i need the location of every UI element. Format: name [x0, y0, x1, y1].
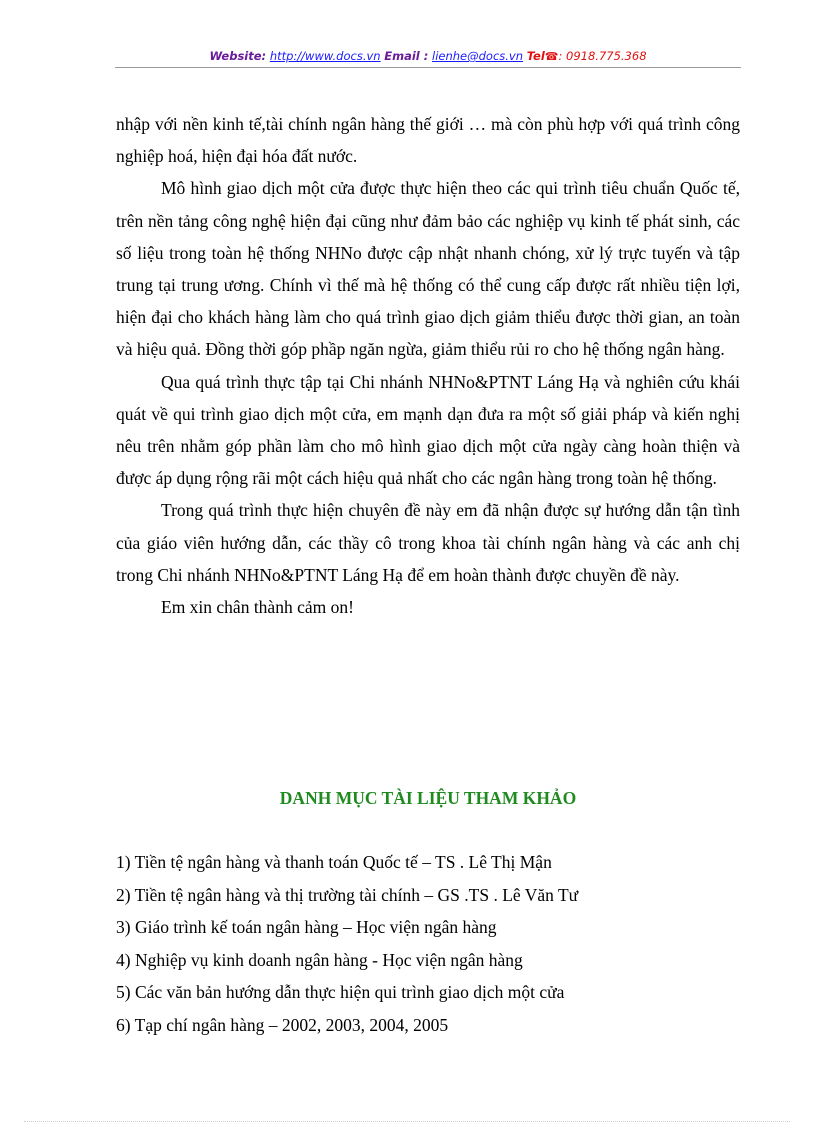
tel-label: Tel	[526, 49, 545, 63]
paragraph: Em xin chân thành cảm on!	[161, 597, 354, 618]
footer-divider	[24, 1121, 790, 1122]
phone-icon: ☎	[544, 50, 559, 63]
paragraph: Mô hình giao dịch một cửa được thực hiện theo các qui trình tiêu chuẩn Quốc tế, trên nền tảng công nghệ hiện đại cũng như đảm bảo các nghiệp vụ kinh tế phát sinh, các số liệu trong toàn hệ thống NHNo được cập nhật nhanh chóng, xử lý trực tuyến và tập trung tại trung ương. Chính vì thế mà hệ thống có thể cung cấp được rất nhiều tiện lợi, hiện đại cho khách hàng làm cho quá trình giao dịch giảm thiểu được thời gian, an toàn và hiệu quả. Đồng thời góp phầp ngăn ngừa, giảm thiểu rủi ro cho hệ thống ngân hàng.	[116, 178, 740, 360]
phone-number: : 0918.775.368	[558, 49, 647, 63]
reference-item: 2) Tiền tệ ngân hàng và thị trường tài chính – GS .TS . Lê Văn Tư	[116, 884, 579, 905]
header-divider	[115, 67, 741, 68]
body-text	[116, 108, 740, 623]
email-link[interactable]: lienhe@docs.vn	[432, 49, 524, 63]
references-title: DANH MỤC TÀI LIỆU THAM KHẢO	[279, 788, 577, 808]
paragraph: Qua quá trình thực tập tại Chi nhánh NHNo&PTNT Láng Hạ và nghiên cứu khái quát về qui trình giao dịch một cửa, em mạnh dạn đưa ra một số giải pháp và kiến nghị nêu trên nhằm góp phần làm cho mô hình giao dịch một cửa ngày càng hoàn thiện và được áp dụng rộng rãi một cách hiệu quả nhất cho các ngân hàng trong toàn hệ thống.	[116, 371, 740, 489]
paragraph: Trong quá trình thực hiện chuyên đề này em đã nhận được sự hướng dẫn tận tình của giáo viên hướng dẫn, các thầy cô trong khoa tài chính ngân hàng và các anh chị trong Chi nhánh NHNo&PTNT Láng Hạ để em hoàn thành được chuyền đề này.	[116, 500, 740, 585]
reference-item: 6) Tạp chí ngân hàng – 2002, 2003, 2004, 2005	[116, 1014, 449, 1035]
references-list	[116, 846, 740, 1041]
reference-item: 1) Tiền tệ ngân hàng và thanh toán Quốc tế – TS . Lê Thị Mận	[116, 852, 552, 872]
website-link[interactable]: http://www.docs.vn	[269, 49, 381, 63]
page-header	[115, 48, 741, 65]
email-label: Email :	[384, 49, 429, 63]
reference-item: 4) Nghiệp vụ kinh doanh ngân hàng - Học viện ngân hàng	[116, 949, 523, 970]
reference-item: 5) Các văn bản hướng dẫn thực hiện qui trình giao dịch một cửa	[116, 982, 565, 1002]
reference-item: 3) Giáo trình kế toán ngân hàng – Học viện ngân hàng	[116, 917, 497, 937]
paragraph: nhập với nền kinh tế,tài chính ngân hàng thế giới … mà còn phù hợp với quá trình công nghiệp hoá, hiện đại hóa đất nước.	[116, 114, 740, 167]
website-label: Website:	[209, 49, 267, 63]
